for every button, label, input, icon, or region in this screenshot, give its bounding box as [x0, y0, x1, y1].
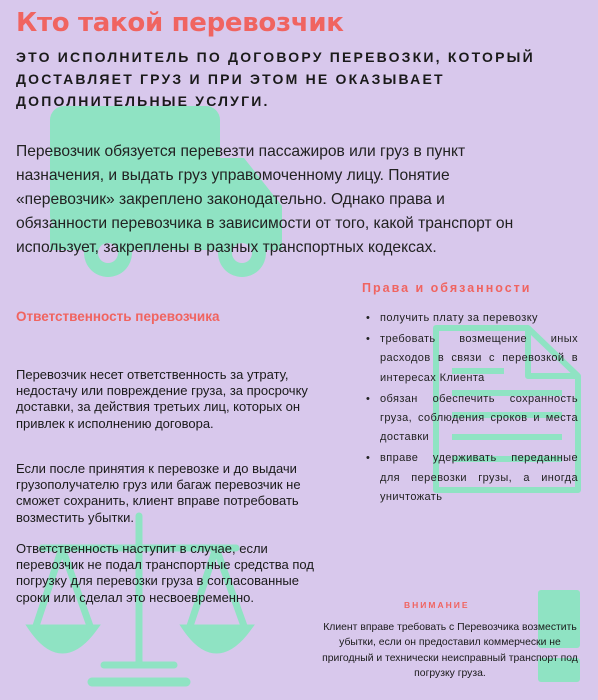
list-item [366, 309, 578, 328]
list-item-text: обязан обеспечить сохранность груза, соблюдения сроков и места доставки [380, 392, 578, 444]
page-subtitle: ЭТО ИСПОЛНИТЕЛЬ ПО ДОГОВОРУ ПЕРЕВОЗКИ, КОТОРЫЙ ДОСТАВЛЯЕТ ГРУЗ И ПРИ ЭТОМ НЕ ОКАЗЫВАЕТ ДОПОЛНИТЕЛЬНЫЕ УСЛУГИ. [16, 49, 535, 109]
attention-heading-text: ВНИМАНИЕ [404, 600, 470, 610]
responsibility-paragraph-2: Если после принятия к перевозке и до выдачи грузополучателю груз или багаж перевозчик не сможет сохранить, клиент вправе потребовать возместить убытки. [16, 461, 301, 525]
responsibility-paragraph-3: Ответственность наступит в случае, если перевозчик не подал транспортные средства под погрузку для перевозки груза в согласованные сроки или сделал это несвоевременно. [16, 541, 314, 605]
attention-heading [404, 600, 470, 610]
page-title: Кто такой перевозчик [16, 8, 344, 38]
bullet-icon: • [366, 333, 371, 346]
responsibility-heading: Ответственность перевозчика [16, 309, 220, 324]
list-item-text: получить плату за перевозку [380, 312, 538, 324]
list-item-text: требовать возмещение иных расходов в связи с перевозкой в интересах Клиента [380, 333, 578, 384]
bullet-icon: • [366, 392, 371, 405]
intro-paragraph: Перевозчик обязуется перевезти пассажиров или груз в пункт назначения, и выдать груз управомоченному лицу. Понятие «перевозчик» закреплено законодательно. Однако права и обязанности перевозчика в зависимости от того, какой транспорт он использует, закреплены в разных транспортных кодексах. [16, 143, 514, 256]
list-item [366, 449, 578, 507]
list-item [366, 330, 578, 388]
list-item [366, 390, 578, 448]
responsibility-paragraph-1: Перевозчик несет ответственность за утрату, недостачу или повреждение груза, за просрочку доставки, за действия третьих лиц, которых он привлек к исполнению договора. [16, 367, 308, 431]
attention-text: Клиент вправе требовать с Перевозчика возместить убытки, если он предоставил коммерчески не пригодный и технически неисправный транспорт под погрузку груза. [322, 622, 578, 680]
bullet-icon: • [366, 452, 371, 465]
bullet-icon: • [366, 312, 371, 324]
rights-list [366, 309, 578, 509]
rights-heading: Права и обязанности [362, 281, 532, 295]
list-item-text: вправе удерживать переданные для перевозки грузы, а иногда уничтожать [380, 452, 578, 503]
